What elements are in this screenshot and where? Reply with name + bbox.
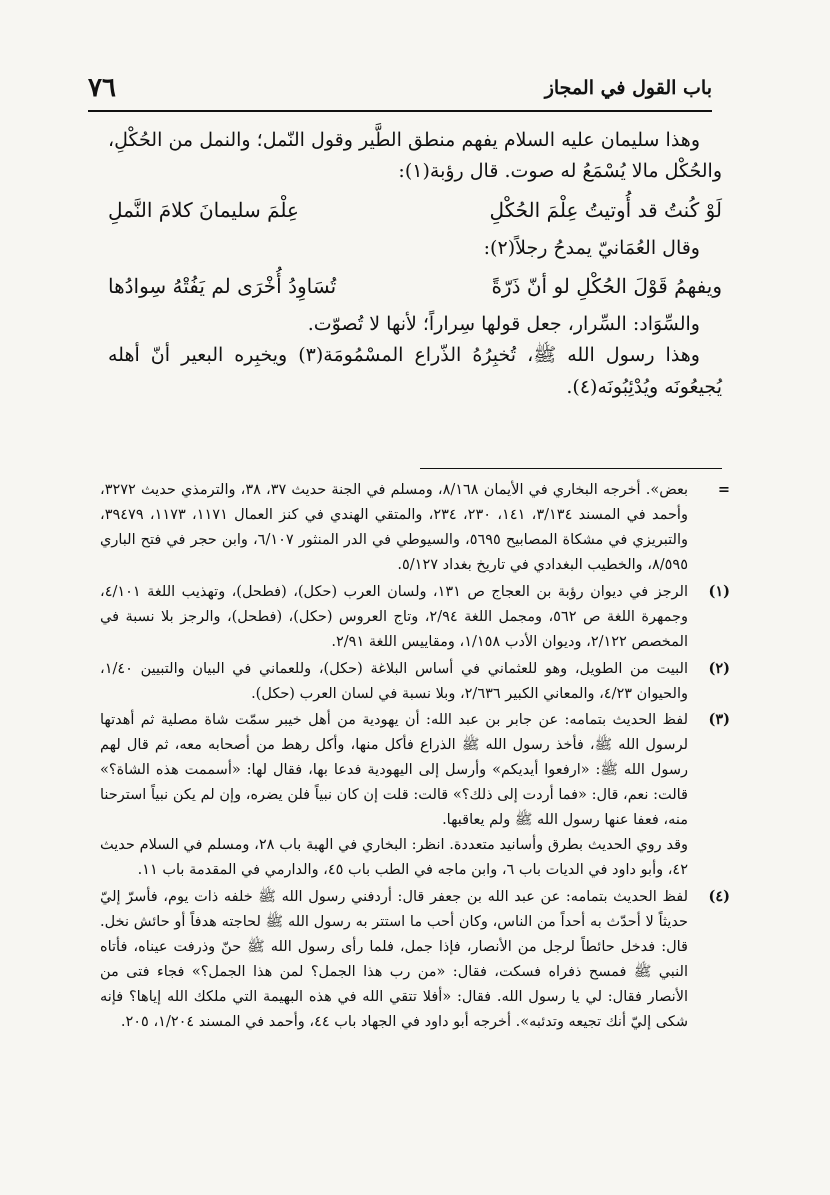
footnote-body xyxy=(100,657,688,707)
footnote-mark: (٢) xyxy=(708,659,730,677)
footnote-mark: (١) xyxy=(708,582,730,600)
verse-hemistich: لَوْ كُنتُ قد أُوتيتُ عِلْمَ الحُكْلِ xyxy=(489,197,722,222)
footnote-text: لفظ الحديث بتمامه: عن جابر بن عبد الله: أن يهودية من أهل خيبر سمّت شاة مصلية ثم أهدتها لرسول الله ﷺ، فأخذ رسول الله ﷺ الذراع فأكل منها، وأكل رهط من أصحابه معه، ثم قال لهم رسول الله ﷺ: «ارفعوا أيديكم» وأرسل إلى اليهودية فدعا بها، فقال لها: «أسممت هذه الشاة؟» قالت: نعم، قال: «فما أردت إلى ذلك؟» قالت: قلت إن كان نبياً فلن يضره، وإن لم يكن نبياً استرحنا منه، فعفا عنها رسول الله ﷺ ولم يعاقبها. xyxy=(100,712,688,829)
main-text xyxy=(108,125,722,403)
footnote xyxy=(100,657,730,707)
footnote-text: وقد روي الحديث بطرق وأسانيد متعددة. انظر: البخاري في الهبة باب ٢٨، ومسلم في السلام حديث ٤٢، وأبو داود في الديات باب ٦، وابن ماجه في الطب باب ٤٥، والدارمي في المقدمة باب ١١. xyxy=(100,837,689,879)
footnote xyxy=(100,478,730,578)
footnote-body xyxy=(100,885,688,1035)
verse-hemistich: عِلْمَ سليمانَ كلامَ النَّملِ xyxy=(108,197,299,222)
footnote-mark: = xyxy=(717,481,730,498)
footnote-text: لفظ الحديث بتمامه: عن عبد الله بن جعفر قال: أردفني رسول الله ﷺ خلفه ذات يوم، فأسرّ إليّ حديثاً لا أحدّث به أحداً من الناس، وكان أحب ما استتر به رسول الله ﷺ لحاجته هدفاً أو حائش نخل. قال: فدخل حائطاً لرجل من الأنصار، فإذا جمل، فلما رأى رسول الله ﷺ حنّ وذرفت عيناه، فأتاه النبي ﷺ فمسح ذفراه فسكت، فقال: «من رب هذا الجمل؟ لمن هذا الجمل؟» فجاء فتى من الأنصار فقال: لي يا رسول الله. فقال: «أفلا تتقي الله في هذه البهيمة التي ملكك الله إياها؟ فإنه شكى إليّ أنك تجيعه وتدئبه». أخرجه أبو داود في الجهاد باب ٤٤، وأحمد في المسند ١/٢٠٤، ٢٠٥. xyxy=(100,889,688,1030)
verse-hemistich: ويفهمُ قَوْلَ الحُكْلِ لو أنّ ذَرّةً xyxy=(491,274,722,299)
footnote-rule xyxy=(420,468,722,469)
running-title: باب القول في المجاز xyxy=(544,77,712,99)
paragraph: وقال العُمَانيّ يمدحُ رجلاً(٢): xyxy=(483,236,700,259)
footnote-text: البيت من الطويل، وهو للعثماني في أساس البلاغة (حكل)، وللعماني في البيان والتبيين ١/٤٠، والحيوان ٤/٢٣، والمعاني الكبير ٢/٦٣٦، وبلا نسبة في لسان العرب (حكل). xyxy=(100,660,688,702)
footnote-text: الرجز في ديوان رؤبة بن العجاج ص ١٣١، ولسان العرب (حكل)، (فطحل)، وتهذيب اللغة ٤/١٠١، وجمهرة اللغة ص ٥٦٢، ومجمل اللغة ٢/٩٤، وتاج العروس (حكل)، (فطحل)، والرجز بلا نسبة في المخصص ٢/١٢٢، وديوان الأدب ١/١٥٨، ومقاييس اللغة ٢/٩١. xyxy=(100,583,688,650)
footnotes xyxy=(100,478,730,1037)
paragraph: والسِّوَاد: السِّرار، جعل قولها سِراراً؛ لأنها لا تُصوّت. xyxy=(307,313,700,336)
footnote-mark: (٤) xyxy=(708,888,730,905)
page-number: ٧٦ xyxy=(88,73,116,103)
verse-hemistich: تُسَاوِدُ أُخْرَى لم يَفُتْهُ سِوادُها xyxy=(108,274,337,299)
header-rule xyxy=(88,110,712,112)
footnote xyxy=(100,708,730,883)
paragraph: وهذا رسول الله ﷺ، تُخبِرُهُ الذّراع المسْمُومَة(٣) ويخبِره البعير أنّ أهله يُجيعُونَه ويُدْئِبُونَه(٤). xyxy=(108,344,722,398)
footnote-body xyxy=(100,708,688,883)
page-header xyxy=(88,68,712,108)
footnote-body xyxy=(100,478,688,578)
footnote-body xyxy=(100,580,688,655)
footnote xyxy=(100,580,730,655)
poetry-verse xyxy=(108,270,722,303)
footnote-text: بعض». أخرجه البخاري في الأيمان ٨/١٦٨، ومسلم في الجنة حديث ٣٧، ٣٨، والترمذي حديث ٣٢٧٢، وأحمد في المسند ٣/١٣٤، ١٤١، ٢٣٠، ٢٣٤، والمتقي الهندي في كنز العمال ١١٧١، ١١٧٣، ٣٩٤٧٩، والتبريزي في مشكاة المصابيح ٥٦٩٥، والسيوطي في الدر المنثور ٦/١٠٧، وابن حجر في فتح الباري ٨/٥٩٥، والخطيب البغدادي في تاريخ بغداد ٥/١٢٧. xyxy=(100,482,688,573)
footnote xyxy=(100,885,730,1035)
poetry-verse xyxy=(108,194,722,227)
paragraph: وهذا سليمان عليه السلام يفهم منطق الطَّير وقول النّمل؛ والنمل من الحُكْلِ، والحُكْل مالا يُسْمَعُ له صوت. قال رؤبة(١): xyxy=(108,129,722,183)
footnote-mark: (٣) xyxy=(708,711,730,729)
